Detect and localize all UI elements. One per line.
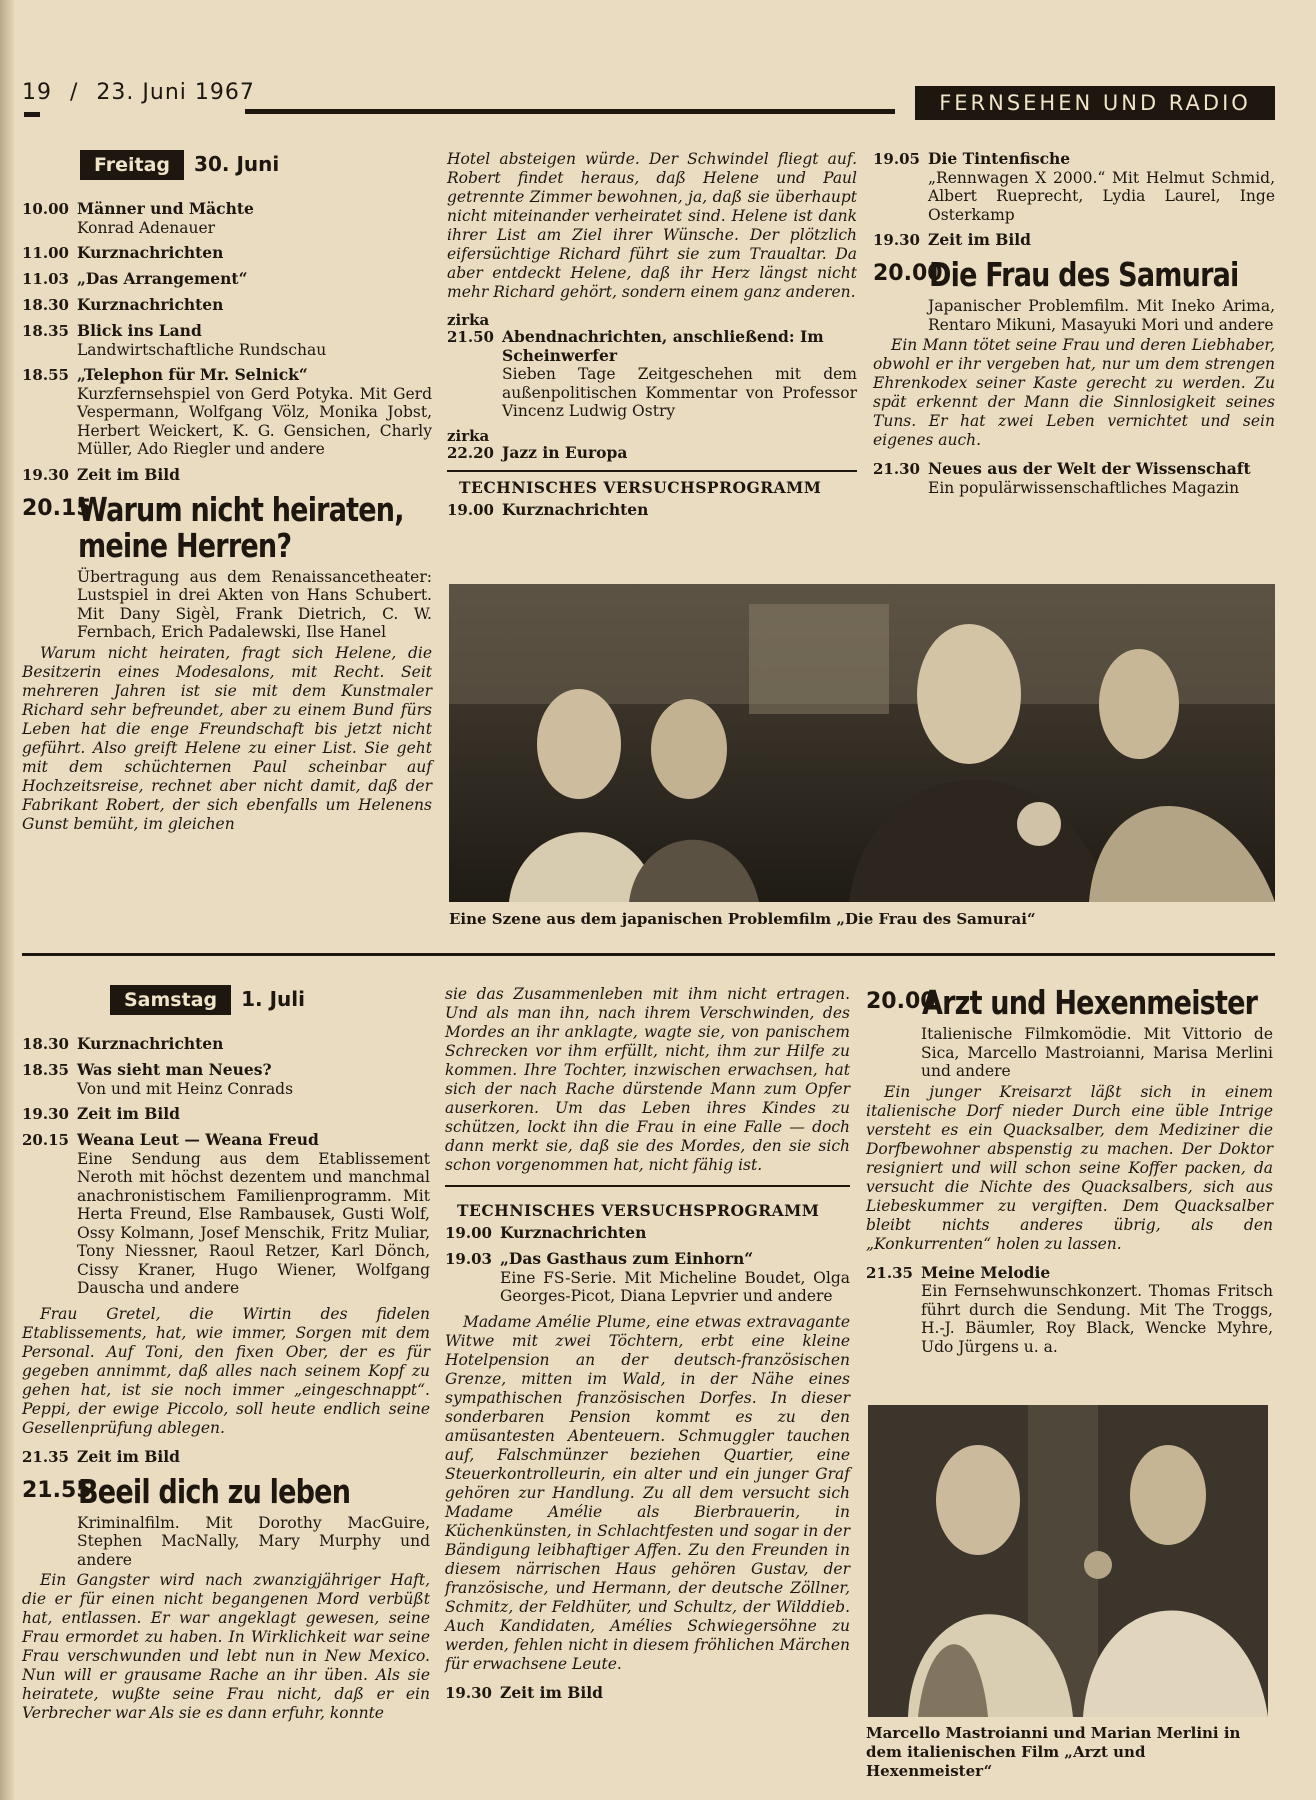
program-title: Blick ins Land [77, 321, 202, 340]
program-time: 19.00 [447, 500, 494, 519]
program-desc: Sieben Tage Zeitgeschehen mit dem außenpolitischen Kommentar von Professor Vincenz Ludwig Ostry [502, 365, 857, 420]
program-title: Zeit im Bild [77, 1104, 181, 1123]
program-body [77, 270, 432, 289]
friday-highlight-2 [873, 257, 1275, 293]
saturday-col3-late [866, 1264, 1273, 1357]
header-separator: / [70, 80, 79, 105]
day-date: 30. Juni [194, 152, 280, 176]
program-desc: Eine FS-Serie. Mit Micheline Boudet, Olga Georges-Picot, Diana Lepvrier und andere [500, 1268, 850, 1305]
program-time: 11.03 [22, 270, 69, 288]
arzt-photo-caption: Marcello Mastroianni und Marian Merlini in dem italienischen Film „Arzt und Hexenmeister“ [866, 1724, 1241, 1780]
program-title: Meine Melodie [921, 1262, 1051, 1282]
program-entry [22, 1105, 430, 1124]
photo-illustration [868, 1405, 1268, 1717]
friday-highlight-1 [22, 489, 432, 565]
friday-col3-schedule [873, 150, 1275, 250]
program-entry [22, 322, 432, 359]
friday-column-2 [447, 150, 857, 527]
program-title: Kurznachrichten [77, 295, 224, 314]
program-body [502, 328, 857, 421]
test-program-list [445, 1224, 850, 1306]
highlight-desc: Italienische Filmkomödie. Mit Vittorio de Sica, Marcello Mastroianni, Marisa Merlini und andere [921, 1025, 1273, 1080]
program-title: „Das Gasthaus zum Einhorn“ [500, 1249, 754, 1268]
program-body [921, 1264, 1273, 1357]
program-entry [873, 460, 1275, 497]
program-title: „Telephon für Mr. Selnick“ [77, 365, 308, 384]
test-program-after [445, 1684, 850, 1703]
highlight-desc: Kriminalfilm. Mit Dorothy MacGuire, Stephen MacNally, Mary Murphy und andere [77, 1513, 430, 1569]
photo-illustration [449, 584, 1275, 902]
program-title: Zeit im Bild [77, 1446, 181, 1466]
highlight-synopsis: Ein junger Kreisarzt läßt sich in einem italienische Dorf nieder Durch eine üble Intrige versteht es ein Quacksalber, dem Mediziner die Dorfbewohner abspenstig zu machen. Der Doktor resigniert und will schon seine Koffer packen, da versucht die Nichte des Quacksalbers, sich aus Liebeskummer zu vergiften. Dem Quacksalber bleibt nichts anderes übrig, als den „Konkurrenten“ holen zu lassen. [866, 1082, 1273, 1253]
friday-late-schedule [447, 312, 857, 463]
program-title: Abendnachrichten, anschließend: Im Scheinwerfer [502, 327, 824, 365]
program-title: Jazz in Europa [502, 442, 628, 462]
program-time: 21.35 [866, 1263, 913, 1282]
program-body [77, 466, 432, 485]
program-time: 11.00 [22, 244, 69, 262]
saturday-column-2 [445, 985, 850, 1710]
program-title: Zeit im Bild [500, 1682, 604, 1702]
test-program-synopsis: Madame Amélie Plume, eine etwas extravagante Witwe mit zwei Töchtern, erbt eine kleine Hotelpension an der deutsch-französischen Grenze, mitten im Wald, in der Nähe eines sympathischen französischen Dorfes. In dieser sonderbaren Pension kommt es zu den amüsantesten Abenteuern. Schmuggler tauchen auf, Falschmünzer beziehen Quartier, eine Steuerkontrolleurin, ein alter und ein junger Graf gehören zur Handlung. Zu all dem versucht sich Madame Amélie als Bierbrauerin, in Küchenkünsten, in Schlachtfesten und sogar in der Bändigung leibhaftiger Affen. Zu den Freunden in diesem närrischen Haus gehören Gustav, der französische, und Hermann, der deutsche Zöllner, Schmitz, der Feldhüter, und Schultz, der Wilddieb. Auch Kandidaten, Amélies Schwiegersöhne zu werden, fehlen nicht in diesem fröhlichen Märchen für erwachsene Leute. [445, 1312, 850, 1673]
program-time: 21.50 [447, 328, 494, 346]
program-title: Kurznachrichten [77, 243, 224, 262]
program-body [77, 244, 432, 263]
program-body [928, 460, 1275, 497]
program-time: 19.03 [445, 1250, 492, 1268]
program-entry [22, 1448, 430, 1467]
program-body [500, 1224, 850, 1243]
highlight-title-line2: meine Herren? [78, 525, 292, 565]
program-entry [22, 1131, 430, 1298]
highlight-title-line1: Warum nicht heiraten, [78, 489, 404, 529]
approx-label: zirka [447, 426, 490, 445]
header-mark [24, 112, 40, 117]
saturday-column-3 [866, 985, 1273, 1363]
program-body [77, 1105, 430, 1124]
section-divider [22, 953, 1275, 956]
saturday-schedule-list [22, 1035, 430, 1298]
program-desc: Ein Fernsehwunschkonzert. Thomas Fritsch führt durch die Sendung. Mit The Troggs, H.-J. Bäumler, Roy Black, Wencke Myhre, Udo Jürgens u. a. [921, 1282, 1273, 1356]
program-time: 18.30 [22, 296, 69, 314]
program-body [77, 322, 432, 359]
program-time: 19.05 [873, 150, 920, 168]
program-entry [22, 466, 432, 485]
program-entry [22, 1035, 430, 1054]
samurai-photo-caption: Eine Szene aus dem japanischen Problemfilm „Die Frau des Samurai“ [449, 910, 1036, 928]
program-time: 19.30 [873, 231, 920, 249]
program-body [77, 200, 432, 237]
header-rule [245, 109, 895, 114]
program-title: Kurznachrichten [77, 1034, 224, 1053]
program-time: 18.55 [22, 366, 69, 384]
day-label: Samstag [110, 985, 231, 1015]
program-desc: „Rennwagen X 2000.“ Mit Helmut Schmid, Albert Rueprecht, Lydia Laurel, Inge Osterkamp [928, 168, 1275, 224]
program-time: 22.20 [447, 443, 494, 462]
program-entry [22, 200, 432, 237]
program-body [77, 1061, 430, 1098]
program-entry [873, 231, 1275, 250]
arzt-film-photo [868, 1405, 1268, 1717]
day-label: Freitag [80, 150, 184, 180]
saturday-schedule-after [22, 1448, 430, 1467]
program-entry [22, 1061, 430, 1098]
program-entry [22, 270, 432, 289]
program-entry [22, 244, 432, 263]
saturday-highlight-1 [22, 1471, 430, 1511]
program-time: 18.35 [22, 322, 69, 340]
program-entry [447, 328, 857, 421]
highlight-synopsis-1: Ein Gangster wird nach zwanzigjähriger Haft, die er für einen nicht begangenen Mord verbüßt hat, entlassen. Er war angeklagt gewesen, seine Frau ermordet zu haben. In Wirklichkeit war seine Frau verschwunden und lebt nun in New Mexico. Nun will er grausame Rache an ihr üben. Als sie heiratete, wußte seine Frau nicht, daß er ein Verbrecher war Als sie es dann erfuhr, konnte [22, 1571, 430, 1722]
test-program-heading: TECHNISCHES VERSUCHSPROGRAMM [457, 1201, 820, 1220]
program-title: Weana Leut — Weana Freud [77, 1130, 319, 1149]
highlight-title: Beeil dich zu leben [78, 1471, 351, 1511]
program-body [500, 1684, 850, 1703]
program-time: 10.00 [22, 200, 69, 218]
friday-column-3 [873, 150, 1275, 504]
day-date: 1. Juli [241, 987, 305, 1011]
friday-column-1 [22, 150, 432, 844]
friday-schedule-list [22, 200, 432, 485]
program-title: Kurznachrichten [500, 1223, 647, 1242]
test-program-heading: TECHNISCHES VERSUCHSPROGRAMM [459, 477, 822, 497]
page-spine [0, 0, 14, 1800]
program-title: Neues aus der Welt der Wissenschaft [928, 459, 1251, 478]
program-desc: Ein populärwissenschaftliches Magazin [928, 478, 1240, 497]
program-body [500, 1250, 850, 1306]
approx-label: zirka [447, 311, 490, 329]
program-title: Kurznachrichten [502, 499, 649, 519]
program-body [77, 296, 432, 315]
program-desc: Kurzfernsehspiel von Gerd Potyka. Mit Gerd Vespermann, Wolfgang Völz, Monika Jobst, Herbert Weickert, K. G. Gensichen, Charly Müller, Ado Riegler und andere [77, 384, 432, 458]
highlight-desc: Japanischer Problemfilm. Mit Ineko Arima, Rentaro Mikuni, Masayuki Mori und andere [928, 297, 1275, 334]
program-time: 18.35 [22, 1061, 69, 1079]
program-body [77, 366, 432, 459]
highlight-synopsis-1: Warum nicht heiraten, fragt sich Helene, die Besitzerin eines Modesalons, mit Recht. Seit mehreren Jahren ist sie mit dem Kunstmaler Richard sehr befreundet, aber zu einem Bund fürs Leben hat die enge Freundschaft bis jetzt nicht geführt. Also greift Helene zu einer List. Sie geht mit dem schüchternen Paul scheinbar auf Hochzeitsreise, rechnet aber nicht damit, daß der Fabrikant Robert, der sich ebenfalls um Helenens Gunst bemüht, im gleichen [22, 643, 432, 833]
program-body [928, 150, 1275, 224]
program-entry [445, 1224, 850, 1243]
friday-col3-late [873, 460, 1275, 497]
program-body [928, 231, 1275, 250]
program-title: Männer und Mächte [77, 199, 254, 218]
saturday-column-1 [22, 985, 430, 1733]
program-body [77, 1131, 430, 1298]
program-desc: Von und mit Heinz Conrads [77, 1079, 294, 1098]
program-title: Zeit im Bild [928, 230, 1032, 249]
saturday-highlight-2 [866, 985, 1273, 1021]
program-time: 19.00 [445, 1224, 492, 1242]
page-header-left [22, 80, 255, 105]
program-time: 21.30 [873, 460, 920, 478]
program-entry [447, 444, 857, 463]
program-time: 19.30 [445, 1683, 492, 1702]
issue-date: 23. Juni 1967 [96, 80, 255, 105]
program-title: Was sieht man Neues? [77, 1060, 272, 1079]
program-title: „Das Arrangement“ [77, 269, 248, 288]
page-number: 19 [22, 80, 52, 105]
highlight-time: 20.15 [22, 495, 92, 521]
program-title: Zeit im Bild [77, 464, 181, 484]
program-entry [866, 1264, 1273, 1357]
program-title: Die Tintenfische [928, 149, 1071, 168]
program-time: 18.30 [22, 1035, 69, 1053]
test-program-list [447, 501, 857, 520]
highlight-synopsis: Ein Mann tötet seine Frau und deren Liebhaber, obwohl er ihr vergeben hat, nur um dem strengen Ehrenkodex seiner Kaste gerecht zu werden. Zu spät erkennt der Mann die Sinnlosigkeit seines Tuns. Er hat zwei Leben vernichtet und sein eigenes auch. [873, 336, 1275, 449]
program-time: 19.30 [22, 1105, 69, 1123]
program-body [502, 444, 857, 463]
program-time: 21.35 [22, 1447, 69, 1466]
highlight-time: 20.00 [866, 989, 936, 1014]
program-desc: Eine Sendung aus dem Etablissement Neroth mit höchst dezentem und manchmal anachronistischem Familienprogramm. Mit Herta Freund, Else Rambausek, Gusti Wolf, Ossy Kolmann, Josef Menschik, Fritz Muliar, Tony Niessner, Raoul Retzer, Karl Dönch, Cissy Kraner, Hugo Wiener, Wolfgang Dauscha und andere [77, 1149, 430, 1297]
program-entry [22, 366, 432, 459]
highlight-title: Arzt und Hexenmeister [922, 983, 1258, 1022]
program-body [502, 501, 857, 520]
program-entry [445, 1250, 850, 1306]
program-entry [22, 296, 432, 315]
program-entry [447, 501, 857, 520]
program-time: 20.15 [22, 1131, 69, 1149]
program-desc: Landwirtschaftliche Rundschau [77, 340, 327, 359]
samurai-film-photo [449, 584, 1275, 902]
program-time: 19.30 [22, 465, 69, 484]
program-body [77, 1448, 430, 1467]
saturday-day-heading [110, 985, 430, 1015]
program-body [77, 1035, 430, 1054]
highlight-title: Die Frau des Samurai [929, 255, 1239, 294]
section-title: FERNSEHEN UND RADIO [915, 86, 1275, 120]
highlight-time: 21.55 [22, 1477, 92, 1503]
saturday-col1-synopsis: Frau Gretel, die Wirtin des fidelen Etablissements, hat, wie immer, Sorgen mit dem Personal. Auf Toni, den fixen Ober, der es für gegeben annimmt, daß alles nach seinem Kopf zu gehen hat, ist sie noch immer „eingeschnappt“. Peppi, der ewige Piccolo, soll heute endlich seine Gesellenprüfung ablegen. [22, 1304, 430, 1437]
program-entry [873, 150, 1275, 224]
program-entry [445, 1684, 850, 1703]
highlight-synopsis-2: sie das Zusammenleben mit ihm nicht ertragen. Und als man ihn, nach ihrem Verschwinden, des Mordes an ihr anklagte, wagte sie, von panischem Schrecken vor ihm erfüllt, nicht, ihm zur Hilfe zu kommen. Ihre Tochter, inzwischen erwachsen, hat sich der nach Rache dürstende Mann zum Opfer auserkoren. Um das Leben ihres Kindes zu schützen, lockt ihn die Frau in eine Falle — doch dann merkt sie, daß sie des Mordes, den sie sich schon vorgenommen hat, nicht fähig ist. [445, 985, 850, 1174]
highlight-desc: Übertragung aus dem Renaissancetheater: Lustspiel in drei Akten von Hans Schubert. Mit Dany Sigèl, Frank Dietrich, C. W. Fernbach, Erich Padalewski, Ilse Hanel [77, 567, 432, 641]
program-desc: Konrad Adenauer [77, 218, 216, 237]
highlight-time: 20.00 [873, 261, 943, 286]
friday-day-heading [80, 150, 432, 180]
highlight-synopsis-2: Hotel absteigen würde. Der Schwindel fliegt auf. Robert findet heraus, daß Helene und Paul getrennte Zimmer bewohnen, ja, daß sie überhaupt nicht miteinander verheiratet sind. Helene ist dank ihrer List am Ziel ihrer Wünsche. Der plötzlich eifersüchtige Richard führt sie zum Traualtar. Da aber entdeckt Helene, daß ihr Herz längst nicht mehr Richard gehört, sondern einem ganz anderen. [447, 150, 857, 301]
